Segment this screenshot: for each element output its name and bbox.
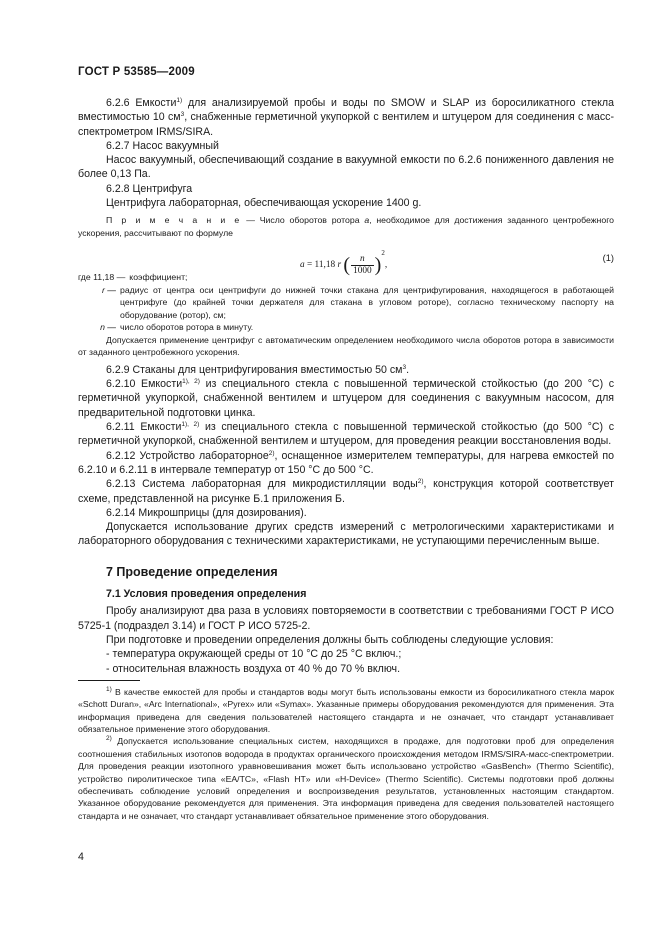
clause-text: из специального стекла с повышенной термической стойкостью (до 500 °С) с герметичной укупоркой, снабженной вентилем и штуцером, для проведения реакции восстановления воды.: [78, 421, 614, 448]
clause-6-2-14: 6.2.14 Микрошприцы (для дозирования).: [106, 506, 307, 519]
note-allow: Допускается применение центрифуг с автоматическим определением необходимого числа оборотов ротора в зависимости от заданного центробежного ускорения.: [78, 334, 614, 358]
section-7-1-conditions-intro: При подготовке и проведении определения должны быть соблюдены следующие условия:: [106, 633, 554, 646]
allow-paragraph: Допускается использование других средств измерений с метрологическими характеристиками и лабораторного оборудования с техническими характеристиками, не уступающими перечисленным выше.: [78, 521, 614, 548]
footnote-divider: [78, 680, 140, 681]
note-text: — Число оборотов ротора: [241, 215, 365, 226]
clause-text: , конструкция которой соответствует схеме, представленной на рисунке Б.1 приложения Б.: [78, 478, 615, 505]
formula-number: (1): [602, 253, 614, 264]
formula-fraction: [351, 254, 374, 277]
clause-6-2-6: [78, 96, 614, 139]
formula-power: 2: [381, 249, 385, 258]
clause-6-2-12: [78, 449, 614, 478]
footnote-text: В качестве емкостей для пробы и стандартов воды могут быть использованы емкости из боросиликатного стекла марок «Schott Duran», «Arc International», «Pyrex» или «Symax». Указанные примеры оборудования рекомендуются для применения. Эта информация приведена для сведения пользователей настоящего стандарта и не означает, что стандарт устанавливает обязательное применение этого оборудования.: [78, 686, 614, 735]
formula-var-r: r: [337, 260, 342, 271]
where-block: [78, 271, 614, 334]
section-7-1-paragraph: Пробу анализируют два раза в условиях повторяемости в соответствии с требованиями ГОСТ Р ИСО 5725-1 (подраздел 3.14) и ГОСТ Р ИСО 5725-2.: [78, 605, 614, 632]
footnote-ref: 1), 2): [182, 378, 200, 386]
formula-lhs: a: [300, 260, 305, 271]
page-number: 4: [78, 851, 84, 863]
formula-tail: ,: [384, 260, 388, 271]
formula-eq: = 11,18: [304, 260, 338, 271]
where-symbol: где 11,18 —: [78, 272, 126, 283]
clause-text: 6.2.9 Стаканы для центрифугирования вместимостью 50 см: [106, 363, 403, 376]
footnote-ref: 2): [268, 449, 275, 457]
clause-6-2-8-text: Центрифуга лабораторная, обеспечивающая ускорение 1400 g.: [106, 197, 422, 210]
where-symbol: n —: [100, 322, 116, 333]
footnote-ref: 2): [417, 478, 424, 486]
fraction-numerator: n: [351, 254, 374, 266]
footnote-mark: 1): [106, 685, 112, 693]
paren-close: ): [374, 254, 382, 277]
clause-text: 6.2.6 Емкости: [106, 97, 177, 109]
clause-text: .: [406, 363, 410, 376]
condition-temperature: - температура окружающей среды от 10 °С до 25 °С включ.;: [106, 648, 402, 661]
clause-text: 6.2.12 Устройство лабораторное: [106, 449, 269, 462]
note-text: , необходимое для достижения заданного центробежного ускорения, рассчитывают по формуле: [78, 215, 614, 238]
paren-open: (: [343, 254, 351, 277]
superscript: 3: [180, 111, 185, 119]
clause-text: 6.2.11 Емкости: [106, 421, 182, 434]
where-row: [78, 321, 614, 334]
section-7-1-heading: 7.1 Условия проведения определения: [106, 588, 307, 601]
clause-text: 6.2.10 Емкости: [106, 378, 183, 391]
clause-text: для анализируемой пробы и воды по SMOW и SLAP из боросиликатного стекла вместимостью 10 см: [78, 97, 614, 124]
where-row: [78, 284, 614, 322]
where-text: число оборотов ротора в минуту.: [120, 322, 254, 333]
footnote-2: [78, 735, 614, 822]
superscript: 3: [402, 363, 407, 371]
condition-humidity: - относительная влажность воздуха от 40 % до 70 % включ.: [106, 662, 401, 675]
clause-6-2-10: [78, 377, 614, 420]
footnote-mark: 2): [106, 735, 112, 743]
clause-6-2-8-title: 6.2.8 Центрифуга: [106, 182, 193, 195]
section-7-heading: 7 Проведение определения: [106, 564, 278, 579]
note-label: П р и м е ч а н и е: [106, 215, 242, 226]
where-symbol: r —: [102, 284, 116, 295]
formula-1: [78, 241, 614, 277]
where-text: коэффициент;: [129, 272, 188, 283]
clause-6-2-11: [78, 420, 614, 449]
fraction-denominator: 1000: [353, 265, 372, 276]
document-header: ГОСТ Р 53585—2009: [78, 66, 195, 78]
formula-expression: [300, 246, 387, 276]
clause-6-2-13: [78, 477, 614, 506]
note: [78, 214, 614, 239]
footnote-1: [78, 686, 614, 736]
footnote-text: Допускается использование специальных систем, находящихся в продаже, для подготовки проб для определения соотношения стабильных изотопов водорода в продуктах органического происхождения методом IRMS/SIRA-масс-спектрометрии. Для проведения реакции изотопного уравновешивания может быть использовано устройство «GasBench» (Thermo Scientific), устройство пиролитическое типа «EA/TC», «Flash HT» или «H-Device» (Thermo Scientific). Системы подготовки проб должны обеспечивать соблюдение условий определения и воспроизведения результатов, установленных настоящим стандартом. Указанное оборудование рекомендуется для применения. Эта информация приведена для сведения пользователей настоящего стандарта и не означает, что стандарт устанавливает обязательное применение этого оборудования.: [78, 736, 614, 821]
clause-6-2-7-title: 6.2.7 Насос вакуумный: [106, 139, 219, 152]
note-variable: a: [364, 215, 370, 226]
clause-text: , оснащенное измерителем температуры, для нагрева емкостей по 6.2.10 и 6.2.11 в интервале температур от 150 °С до 500 °С.: [78, 449, 615, 476]
clause-6-2-7-text: Насос вакуумный, обеспечивающий создание в вакуумной емкости по 6.2.6 пониженного давления не более 0,13 Па.: [78, 154, 614, 181]
where-text: радиус от центра оси центрифуги до нижней точки стакана для центрифугирования, находящегося в работающей центрифуге (до крайней точки держателя для стакана в угловом роторе), согласно техническому паспорту на оборудование (ротор), см;: [120, 284, 614, 320]
footnote-ref: 1): [176, 97, 183, 104]
clause-text: из специального стекла с повышенной термической стойкостью (до 200 °С) с герметичной укупоркой, снабженной вентилем и штуцером для соединения с вакуумным насосом, для предварительной подготовки цинка.: [78, 378, 615, 419]
clause-6-2-9: [78, 363, 614, 377]
footnote-ref: 1), 2): [181, 421, 200, 429]
page-content: [78, 96, 614, 822]
clause-text: , снабженные герметичной укупоркой с вентилем и штуцером для соединения с масс-спектрометром IRMS/SIRA.: [78, 111, 614, 138]
clause-text: 6.2.13 Система лабораторная для микродистилляции воды: [106, 478, 418, 491]
